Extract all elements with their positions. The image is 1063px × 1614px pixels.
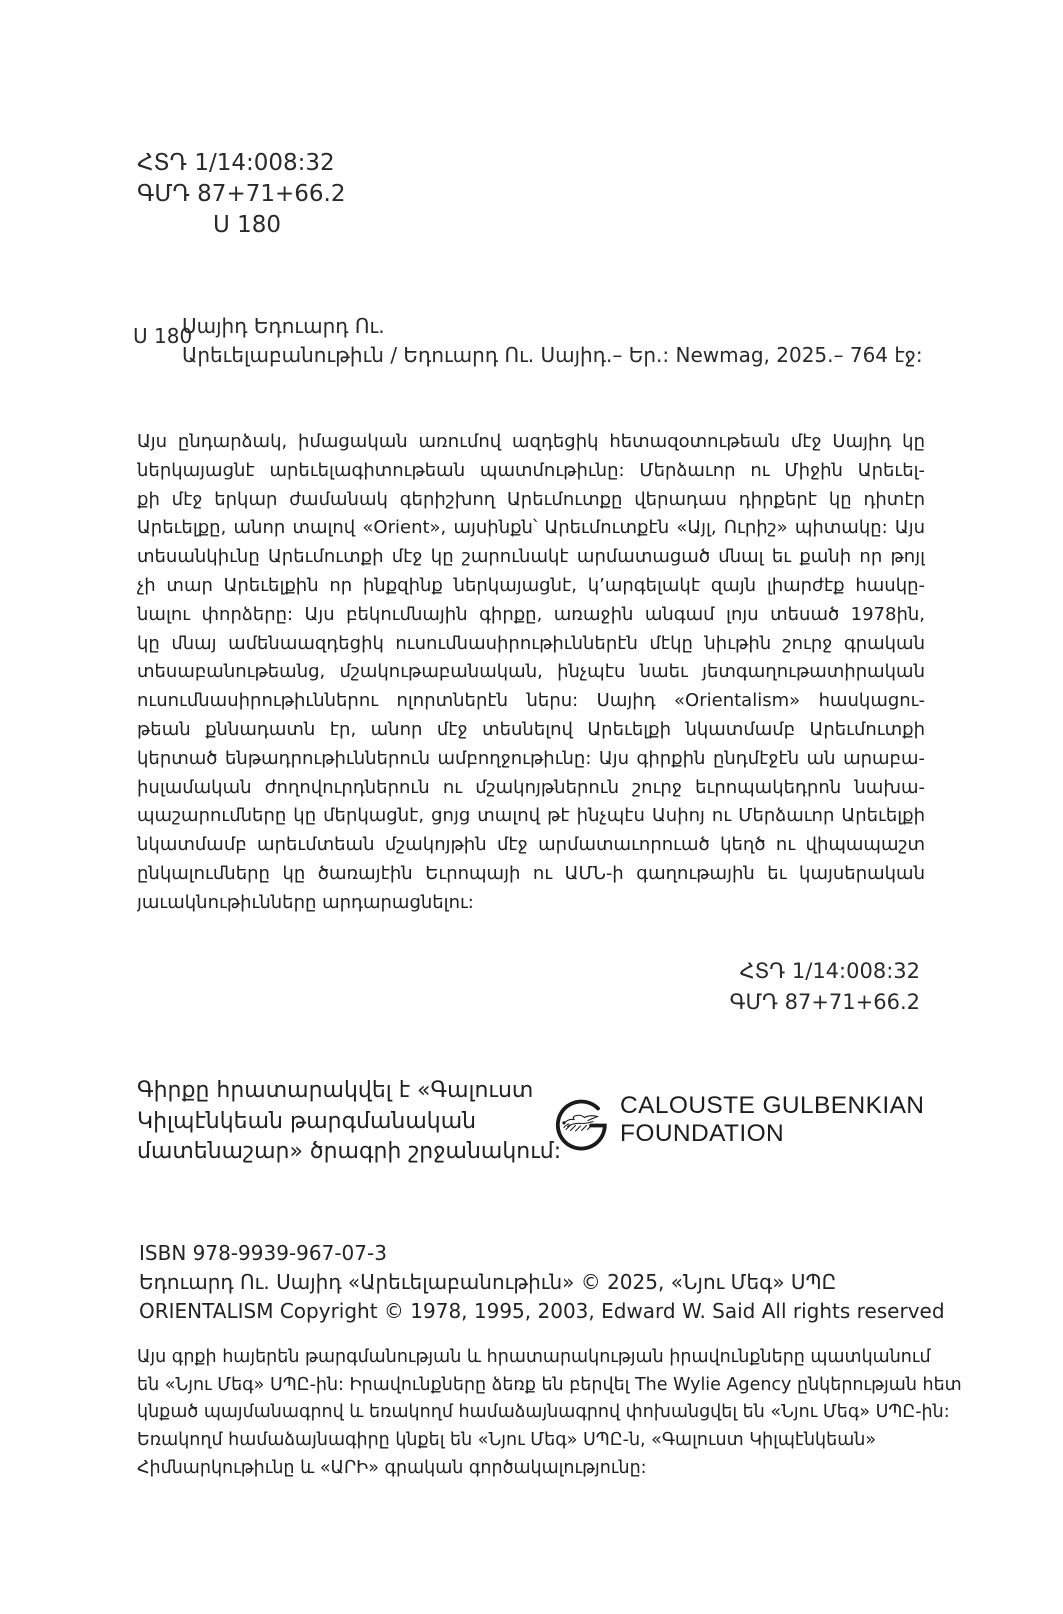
annotation-line: Այս ընդարձակ, իմացական առումով ազդեցիկ հետազօտութեան մէջ Սայիդ կը (137, 431, 925, 452)
rights-line: Հիմնարկութիւնը և «ԱՐԻ» գրական գործակալությունը: (137, 1457, 647, 1478)
classification-codes-right (730, 956, 920, 1018)
program-note-line: մատենաշար» ծրագրի շրջանակում: (137, 1139, 562, 1164)
program-note-line: Գիրքը հրատարակվել է «Գալուստ (137, 1078, 534, 1103)
annotation-paragraph (137, 428, 925, 918)
rights-line: են «Նյու Մեգ» ՍՊԸ-ին: Իրավունքները ձեռք են բերվել The Wylie Agency ընկերության հետ (137, 1374, 962, 1395)
bbk-code: ԳՄԴ 87+71+66.2 (137, 181, 346, 207)
bbk-code: ԳՄԴ 87+71+66.2 (729, 990, 920, 1014)
program-note-line: Կիլպէնկեան թարգմանական (137, 1108, 477, 1134)
annotation-line: պաշարումները կը մերկացնէ, ցոյց տալով թէ ինչպէս Ասիոյ ու Մերձաւոր Արեւելքի (137, 805, 925, 827)
catalog-title-line: Արեւելաբանութիւն / Եդուարդ Ու. Սայիդ.– Եր.: Newmag, 2025.– 764 էջ: (182, 343, 923, 367)
org-name-line: CALOUSTE GULBENKIAN (620, 1092, 925, 1119)
annotation-line: թեան քննադատն էր, անոր մէջ տեսնելով Արեւելքի նկատմամբ Արեւմուտքի (137, 718, 925, 740)
annotation-line: յաւակնութիւնները արդարացնելու: (137, 891, 474, 913)
annotation-line: ներկայացնէ արեւելագիտութեան պատմութիւնը: Մերձաւոր ու Միջին Արեւել- (137, 459, 925, 481)
rights-paragraph (137, 1344, 962, 1483)
annotation-line: ընկալումները կը ծառայէին Եւրոպայի ու ԱՄՆ-ի գաղութային եւ կայսերական (137, 862, 925, 884)
annotation-line: քի մէջ երկար ժամանակ գերիշխող Արեւմուտքը վերադաս դիրքերէ կը դիտէր (137, 488, 925, 510)
copyright-armenian: Եդուարդ Ու. Սայիդ «Արեւելաբանութիւն» © 2025, «Նյու Մեգ» ՍՊԸ (139, 1270, 837, 1294)
annotation-line: Արեւելքը, անոր տալով «Orient», այսինքն՝ Արեւմուտքէն «Այլ, Ուրիշ» պիտակը: Այս (137, 517, 925, 539)
annotation-line: կը մնայ ամենաազդեցիկ ուսումնասիրութիւններէն մէկը նիւթին շուրջ գրական (137, 632, 925, 654)
annotation-line: չի տար Արեւելքին որ ինքզինք ներկայացնէ, կ’արգելակէ զայն լիարժէք հասկը- (137, 574, 925, 596)
annotation-line: ուսումնասիրութիւններու ոլորտներէն ներս: Սայիդ «Orientalism» հասկացու- (137, 690, 925, 712)
annotation-line: իսլամական ժողովուրդներուն ու մշակոյթներուն շուրջ եւրոպակեդրոն նախա- (137, 776, 925, 798)
author-sign: Ս 180 (213, 212, 282, 238)
catalog-author: Սայիդ Եդուարդ Ու. (182, 314, 385, 338)
isbn-copyright-block (139, 1239, 945, 1326)
rights-line: Եռակողմ համաձայնագիրը կնքել են «Նյու Մեգ» ՍՊԸ-ն, «Գալուստ Կիլպէնկեան» (137, 1430, 877, 1451)
copyright-english: ORIENTALISM Copyright © 1978, 1995, 2003, Edward W. Said All rights reserved (139, 1299, 945, 1323)
catalog-author-sign: Ս 180 (133, 324, 193, 348)
classification-codes-top (137, 148, 345, 241)
annotation-line: նալու փորձերը: Այս բեկումնային գիրքը, առաջին անգամ լոյս տեսած 1978ին, (137, 603, 925, 625)
catalog-entry (182, 312, 923, 370)
gulbenkian-hawk-g-icon (554, 1094, 612, 1154)
annotation-line: տեսանկիւնը Արեւմուտքի մէջ կը շարունակէ արմատացած մնալ եւ քանի որ թոյլ (137, 546, 925, 568)
annotation-line: կերտած ենթադրութիւններուն ամբողջութիւնը: Այս գիրքին ընդմէջէն ան արաբա- (137, 747, 925, 769)
annotation-line: նկատմամբ արեւմտեան մշակոյթին մէջ արմատաւորուած կեղծ ու վիպապաշտ (137, 834, 925, 856)
isbn-number: ISBN 978-9939-967-07-3 (139, 1241, 387, 1265)
gulbenkian-wordmark (620, 1092, 924, 1147)
gulbenkian-program-note (137, 1076, 561, 1168)
annotation-line: տեսաբանութեանց, մշակութաբանական, ինչպէս նաեւ յետգաղութատիրական (137, 661, 925, 683)
rights-line: Այս գրքի հայերեն թարգմանության և հրատարակության իրավունքները պատկանում (137, 1347, 931, 1367)
udc-code: ՀՏԴ 1/14:008:32 (137, 150, 335, 176)
org-name-line: FOUNDATION (620, 1119, 785, 1147)
udc-code: ՀՏԴ 1/14:008:32 (739, 959, 920, 983)
rights-line: կնքած պայմանագրով և եռակողմ համաձայնագրով փոխանցվել են «Նյու Մեգ» ՍՊԸ-ին: (137, 1402, 950, 1423)
